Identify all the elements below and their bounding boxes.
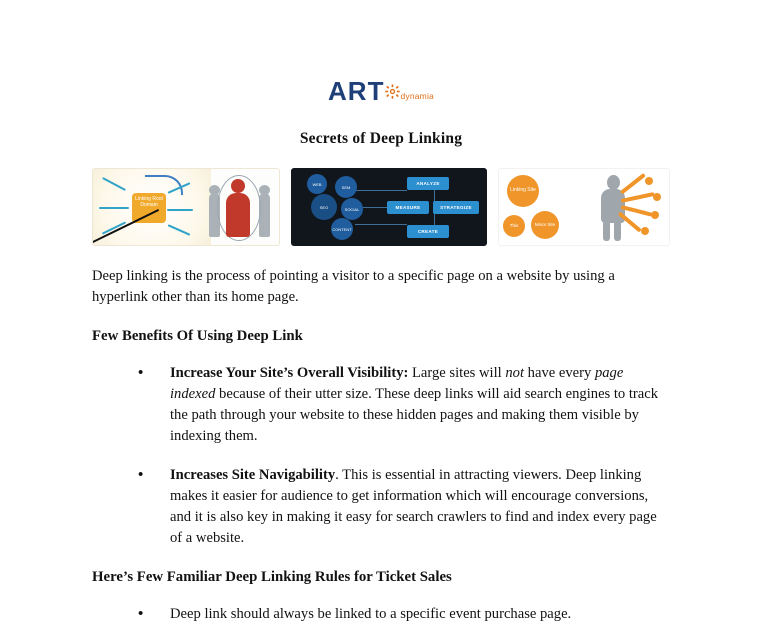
logo-subtext: dynamia <box>400 90 434 101</box>
image-strip <box>92 168 670 246</box>
gear-icon <box>385 84 400 99</box>
branch-icon <box>621 192 655 203</box>
person-head-icon <box>607 175 620 190</box>
arrow-icon <box>99 207 129 209</box>
bubble-this: This <box>503 215 525 237</box>
box-create: CREATE <box>407 225 449 238</box>
branch-tip-icon <box>645 177 653 185</box>
box-strategize: STRATEGIZE <box>433 201 479 214</box>
heading-rules: Here’s Few Familiar Deep Linking Rules for Ticket Sales <box>92 569 452 585</box>
linking-root-domain-badge: Linking Root Domain <box>132 193 166 223</box>
bullet-marker: • <box>138 606 144 622</box>
image-strategy-diagram <box>291 168 487 246</box>
artdynamia-logo <box>328 78 434 104</box>
bullet-marker: • <box>138 467 144 483</box>
bubble-linking-site: Linking Site <box>507 175 539 207</box>
list-item <box>92 465 670 549</box>
node-item: SOCIAL <box>341 198 363 220</box>
bullet-text: because of their utter size. These deep links will aid search engines to track the path through your website to these hidden pages and making them visible by indexing them. <box>170 386 659 444</box>
bullet-text: Deep link should always be linked to a specific event purchase page. <box>170 606 572 622</box>
branch-tip-icon <box>653 193 661 201</box>
rules-list <box>92 604 670 625</box>
image-linking-diagram <box>92 168 280 246</box>
benefits-list <box>92 363 670 549</box>
node-item: WEB <box>307 174 327 194</box>
branch-tip-icon <box>651 211 659 219</box>
connector-line <box>355 224 407 225</box>
logo-header <box>92 78 670 112</box>
bullet-text: . This is essential in attracting viewers. Deep linking makes it easier for audience to get information which will encourage conversions, and it is also key in making it easy for search crawlers to find and index every page of a website. <box>170 467 657 546</box>
bullet-lead: Increases Site Navigability <box>170 467 336 483</box>
image-bubbles-illustration <box>498 168 670 246</box>
intro-paragraph: Deep linking is the process of pointing a visitor to a specific page on a website by using a hyperlink other than its home page. <box>92 268 615 305</box>
bullet-emphasis: not <box>505 365 525 381</box>
person-head-icon <box>259 185 270 195</box>
bullet-text: Large sites will <box>408 365 506 381</box>
heading-benefits: Few Benefits Of Using Deep Link <box>92 328 303 344</box>
box-measure: MEASURE <box>387 201 429 214</box>
highlighted-person-icon <box>225 179 251 239</box>
node-item: CONTENT <box>331 218 353 240</box>
list-item <box>92 604 670 625</box>
person-tree-illustration <box>587 171 665 243</box>
bubble-minor-site: Minor Site <box>531 211 559 239</box>
logo-brand-text: ART <box>328 76 385 106</box>
list-item <box>92 363 670 447</box>
bullet-marker: • <box>138 365 144 381</box>
arrow-icon <box>167 209 193 211</box>
bullet-text: have every <box>524 365 595 381</box>
node-item: SEM <box>335 176 357 198</box>
node-core: SEO <box>311 194 337 220</box>
person-leg-icon <box>603 221 610 241</box>
bullet-emphasis: page indexed <box>170 365 624 402</box>
branch-icon <box>620 173 646 195</box>
person-head-icon <box>231 179 245 193</box>
document-content <box>92 0 670 625</box>
people-illustration <box>209 175 271 241</box>
person-leg-icon <box>614 221 621 241</box>
person-silhouette <box>259 193 270 237</box>
page-title: Secrets of Deep Linking <box>299 130 463 147</box>
person-body-icon <box>226 193 250 237</box>
box-analyze: ANALYZE <box>407 177 449 190</box>
branch-tip-icon <box>641 227 649 235</box>
bullet-lead: Increase Your Site’s Overall Visibility: <box>170 365 409 381</box>
connector-line <box>355 190 407 191</box>
